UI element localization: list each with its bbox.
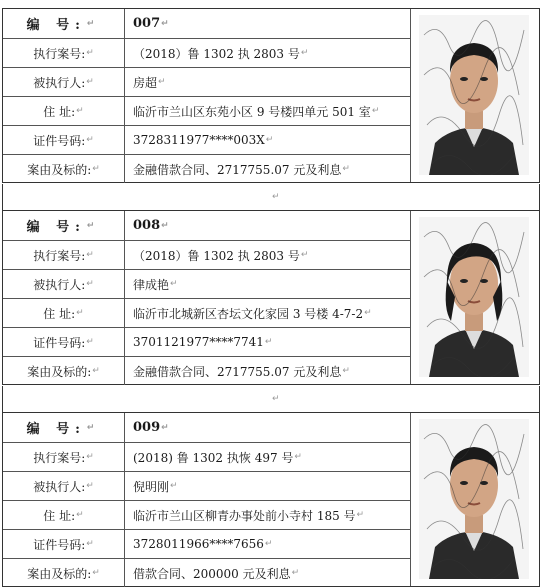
field-value <box>133 68 166 96</box>
paragraph-mark: ↵ <box>342 164 350 174</box>
paragraph-mark: ↵ <box>265 135 274 145</box>
field-value-text: 临沂市兰山区柳青办事处前小寺村 185 号 <box>133 508 356 523</box>
field-label-text: 编 号: <box>26 18 86 33</box>
record-row-case-no <box>3 442 410 471</box>
field-label <box>3 530 125 558</box>
photo-cell <box>410 413 539 586</box>
field-value-text: 007 <box>133 16 161 31</box>
field-label-text: 编 号: <box>26 220 86 235</box>
field-label <box>3 501 125 529</box>
field-label <box>3 155 125 183</box>
field-value <box>133 97 379 125</box>
field-label <box>3 357 125 385</box>
record-row-id-no <box>3 327 410 356</box>
paragraph-mark: ↵ <box>86 539 94 549</box>
field-value <box>133 472 178 500</box>
field-label <box>3 97 125 125</box>
block-separator <box>2 386 540 412</box>
field-label-text: 证件号码: <box>33 537 86 552</box>
person-photo-icon <box>419 15 529 175</box>
field-value <box>133 155 350 183</box>
field-value-text: （2018）鲁 1302 执 2803 号 <box>133 46 300 61</box>
field-label-text: 证件号码: <box>33 335 86 350</box>
field-label-text: 住 址: <box>43 306 76 321</box>
field-value-text: 临沂市北城新区杏坛文化家园 3 号楼 4-7-2 <box>133 306 364 321</box>
field-label <box>3 270 125 298</box>
field-label <box>3 472 125 500</box>
field-value-text: （2018）鲁 1302 执 2803 号 <box>133 248 300 263</box>
field-value <box>133 328 272 356</box>
person-photo-icon <box>419 419 529 579</box>
paragraph-mark: ↵ <box>161 422 169 433</box>
field-label <box>3 39 125 67</box>
field-label-text: 编 号: <box>26 422 86 437</box>
field-label <box>3 211 125 240</box>
paragraph-mark: ↵ <box>264 539 273 549</box>
record-row-address <box>3 96 410 125</box>
record-row-debtor <box>3 67 410 96</box>
field-value-text: 金融借款合同、2717755.07 元及利息 <box>133 364 342 379</box>
paragraph-mark: ↵ <box>158 77 166 87</box>
record-row-case-no <box>3 240 410 269</box>
paragraph-mark: ↵ <box>86 135 94 145</box>
record-row-debtor <box>3 471 410 500</box>
record-row-case-no <box>3 38 410 67</box>
paragraph-mark: ↵ <box>92 164 100 174</box>
paragraph-mark: ↵ <box>170 481 178 491</box>
field-value-text: 009 <box>133 420 161 435</box>
field-label-text: 执行案号: <box>33 46 86 61</box>
paragraph-mark: ↵ <box>161 220 169 231</box>
record-row-number <box>3 211 410 240</box>
field-label <box>3 299 125 327</box>
record-row-cause <box>3 558 410 587</box>
paragraph-mark: ↵ <box>76 510 84 520</box>
field-value <box>133 241 308 269</box>
paragraph-mark: ↵ <box>86 220 101 231</box>
record-row-number <box>3 9 410 38</box>
field-label-text: 被执行人: <box>33 75 86 90</box>
record-row-address <box>3 298 410 327</box>
paragraph-mark: ↵ <box>76 106 84 116</box>
record-row-cause <box>3 356 410 385</box>
field-label <box>3 443 125 471</box>
paragraph-mark: ↵ <box>76 308 84 318</box>
paragraph-mark: ↵ <box>300 48 309 58</box>
paragraph-mark: ↵ <box>86 422 101 433</box>
record-row-id-no <box>3 125 410 154</box>
paragraph-mark: ↵ <box>272 192 280 202</box>
paragraph-mark: ↵ <box>86 77 94 87</box>
paragraph-mark: ↵ <box>86 250 94 260</box>
person-photo-icon <box>419 217 529 377</box>
record-block <box>2 210 540 385</box>
paragraph-mark: ↵ <box>300 250 309 260</box>
field-label <box>3 328 125 356</box>
paragraph-mark: ↵ <box>92 568 100 578</box>
record-row-cause <box>3 154 410 183</box>
field-value-text: 房超 <box>133 75 158 90</box>
field-value <box>133 126 273 154</box>
field-value <box>133 501 364 529</box>
field-label-text: 被执行人: <box>33 479 86 494</box>
paragraph-mark: ↵ <box>342 366 350 376</box>
field-value <box>133 413 169 442</box>
field-label-text: 案由及标的: <box>27 566 92 581</box>
paragraph-mark: ↵ <box>86 48 94 58</box>
paragraph-mark: ↵ <box>272 394 280 404</box>
field-label-text: 执行案号: <box>33 248 86 263</box>
record-row-debtor <box>3 269 410 298</box>
paragraph-mark: ↵ <box>371 106 380 116</box>
paragraph-mark: ↵ <box>161 18 169 29</box>
field-value-text: 借款合同、200000 元及利息 <box>133 566 291 581</box>
field-value-text: (2018) 鲁 1302 执恢 497 号 <box>133 450 294 465</box>
paragraph-mark: ↵ <box>356 510 365 520</box>
field-value-text: 3728011966****7656 <box>133 537 264 551</box>
photo-cell <box>410 211 539 384</box>
field-label-text: 住 址: <box>43 508 76 523</box>
field-label <box>3 126 125 154</box>
record-row-number <box>3 413 410 442</box>
field-label <box>3 9 125 38</box>
paragraph-mark: ↵ <box>291 568 300 578</box>
field-value-text: 临沂市兰山区东苑小区 9 号楼四单元 501 室 <box>133 104 371 119</box>
paragraph-mark: ↵ <box>294 452 302 462</box>
field-value <box>133 559 299 587</box>
record-block <box>2 8 540 183</box>
field-label <box>3 68 125 96</box>
paragraph-mark: ↵ <box>364 308 372 318</box>
paragraph-mark: ↵ <box>86 279 94 289</box>
field-value-text: 3701121977****7741 <box>133 335 264 349</box>
paragraph-mark: ↵ <box>86 337 94 347</box>
block-separator <box>2 184 540 210</box>
field-label <box>3 413 125 442</box>
field-label-text: 被执行人: <box>33 277 86 292</box>
field-value <box>133 211 169 240</box>
paragraph-mark: ↵ <box>92 366 100 376</box>
field-label-text: 案由及标的: <box>27 162 92 177</box>
field-label-text: 案由及标的: <box>27 364 92 379</box>
field-label-text: 执行案号: <box>33 450 86 465</box>
photo-cell <box>410 9 539 182</box>
record-block <box>2 412 540 587</box>
paragraph-mark: ↵ <box>86 18 101 29</box>
paragraph-mark: ↵ <box>170 279 178 289</box>
field-value <box>133 9 169 38</box>
field-label-text: 住 址: <box>43 104 76 119</box>
field-label <box>3 559 125 587</box>
paragraph-mark: ↵ <box>86 452 94 462</box>
field-value <box>133 39 308 67</box>
record-row-address <box>3 500 410 529</box>
field-value-text: 金融借款合同、2717755.07 元及利息 <box>133 162 342 177</box>
record-row-id-no <box>3 529 410 558</box>
field-value-text: 008 <box>133 218 161 233</box>
field-label <box>3 241 125 269</box>
field-value-text: 倪明刚 <box>133 479 170 494</box>
field-value <box>133 357 350 385</box>
field-value-text: 律成艳 <box>133 277 170 292</box>
field-value-text: 3728311977****003X <box>133 133 265 147</box>
field-value <box>133 443 302 471</box>
field-label-text: 证件号码: <box>33 133 86 148</box>
field-value <box>133 270 178 298</box>
paragraph-mark: ↵ <box>86 481 94 491</box>
field-value <box>133 530 272 558</box>
paragraph-mark: ↵ <box>264 337 273 347</box>
field-value <box>133 299 372 327</box>
